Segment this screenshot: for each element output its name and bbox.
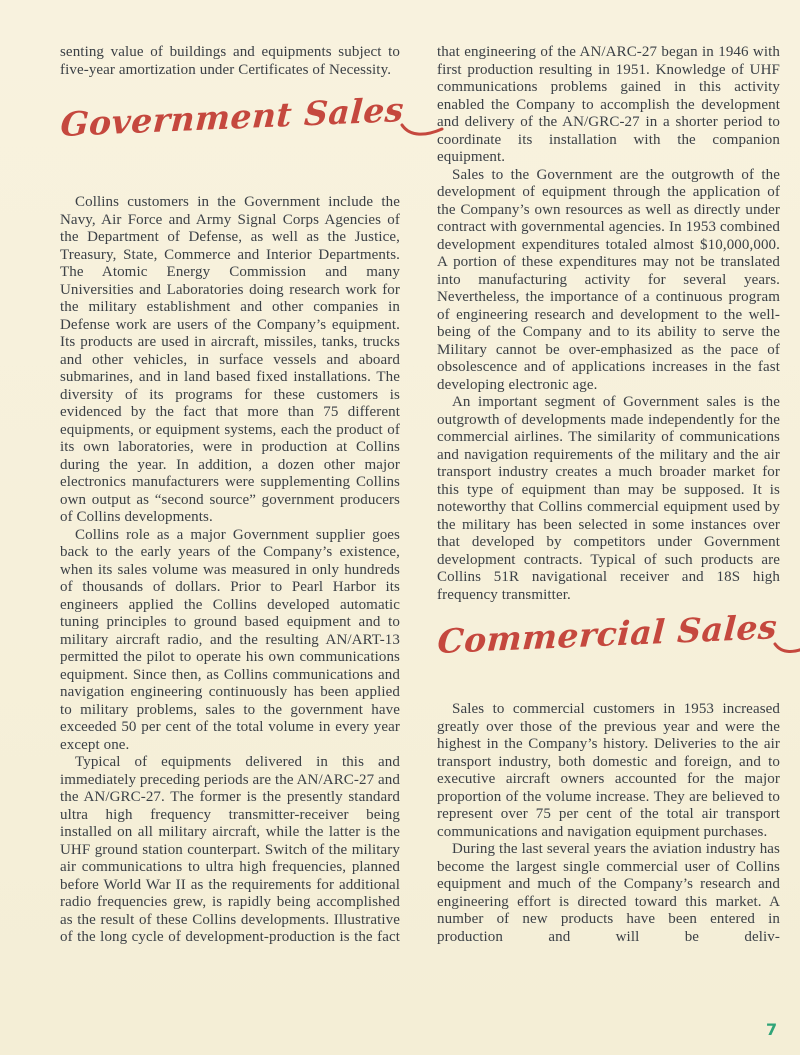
body-paragraph: Sales to the Government are the outgrowth of the development of equipment through the application of the Company’s own resources as well as directly under contract with governmental agencies. In 1953 combined development expenditures totaled almost $10,000,000. A portion of these expenditures may not be translated into manufacturing activity for several years. Nevertheless, the importance of a continuous program of engineering research and development to the well-being of the Company and to its ability to serve the Military cannot be over-emphasized as the pace of obsolescence and of applications increases in the fast developing electronic age. [437,166,780,393]
right-column [437,44,780,946]
page-number: 7 [766,1020,778,1039]
swash-flourish-icon [773,641,800,663]
body-paragraph: During the last several years the aviation industry has become the largest single commercial user of Collins equipment and much of the Company’s research and engineering effort is directed toward this market. A number of new products have been entered in production and will be deliv- [437,841,780,945]
paragraph-continuation: that engineering of the AN/ARC-27 began in 1946 with first production resulting in 1951. Knowledge of UHF communications problems gained in this activity enabled the Company to accomplish the development and delivery of the AN/GRC-27 in a shorter period to coordinate its installation with the companion equipment. [437,44,780,165]
left-column [59,44,406,947]
body-paragraph: Collins customers in the Government include the Navy, Air Force and Army Signal Corps Agencies of the Department of Defense, as well as the Justice, Treasury, State, Commerce and Interior Departments. The Atomic Energy Commission and many Universities and Laboratories doing research work for the military establishment and other companies in Defense work are users of the Company’s equipment. Its products are used in aircraft, missiles, tanks, trucks and other vehicles, in surface vessels and aboard submarines, and in land based fixed installations. The diversity of its programs for these customers is evidenced by the fact that more than 75 different equipments, or equipment systems, each the product of its own laboratories, were in production at Collins during the year. In addition, a dozen other major electronics manufacturers were supplementing Collins own output as “second source” government producers of Collins developments. [60,194,400,525]
body-paragraph: Typical of equipments delivered in this and immediately preceding periods are the AN/ARC-27 and the AN/GRC-27. The former is the presently standard ultra high frequency transmitter-receiver being installed on all military aircraft, while the latter is the UHF ground station counterpart. Switch of the military air communications to ultra high frequencies, planned before World War II as the requirements for additional radio frequencies grew, is rapidly being accomplished as the result of these Collins developments. Illustrative of the long cycle of development-production is the fact [60,754,401,945]
section-heading-commercial-sales [436,607,780,685]
body-paragraph: Sales to commercial customers in 1953 increased greatly over those of the previous year and were the highest in the Company’s history. Deliveries to the air transport industry, both domestic and foreign, and to executive aircraft owners accounted for the major proportion of the volume increase. They are believed to represent over 75 per cent of the total air transport communications and navigation equipment purchases. [437,701,780,840]
body-paragraph: Collins role as a major Government supplier goes back to the early years of the Company’s existence, when its sales volume was measured in only hundreds of thousands of dollars. Prior to Pearl Harbor its engineers applied the Collins developed automatic tuning principles to ground based equipment and to military aircraft radio, and the resulting AN/ART-13 permitted the pilot to operate his own communications equipment. Since then, as Collins communications and navigation engineering continuously has been applied to military problems, sales to the government have exceeded 50 per cent of the total volume in every year except one. [60,526,400,753]
section-heading-text: Government Sales [59,89,406,145]
body-paragraph: An important segment of Government sales is the outgrowth of developments made independently for the commercial airlines. The similarity of communications and navigation requirements of the military and the air transport industry creates a much broader market for this type of equipment than may be supposed. It is noteworthy that Collins commercial equipment used by the military has been selected in some instances over that developed by competitors under Government development contracts. Typical of such products are Collins 51R navigational receiver and 18S high frequency transmitter. [437,394,780,603]
section-heading-government-sales [59,89,406,172]
section-heading-text: Commercial Sales [436,607,779,662]
paragraph-continuation: senting value of buildings and equipments subject to five-year amortization under Certificates of Necessity. [60,44,400,78]
